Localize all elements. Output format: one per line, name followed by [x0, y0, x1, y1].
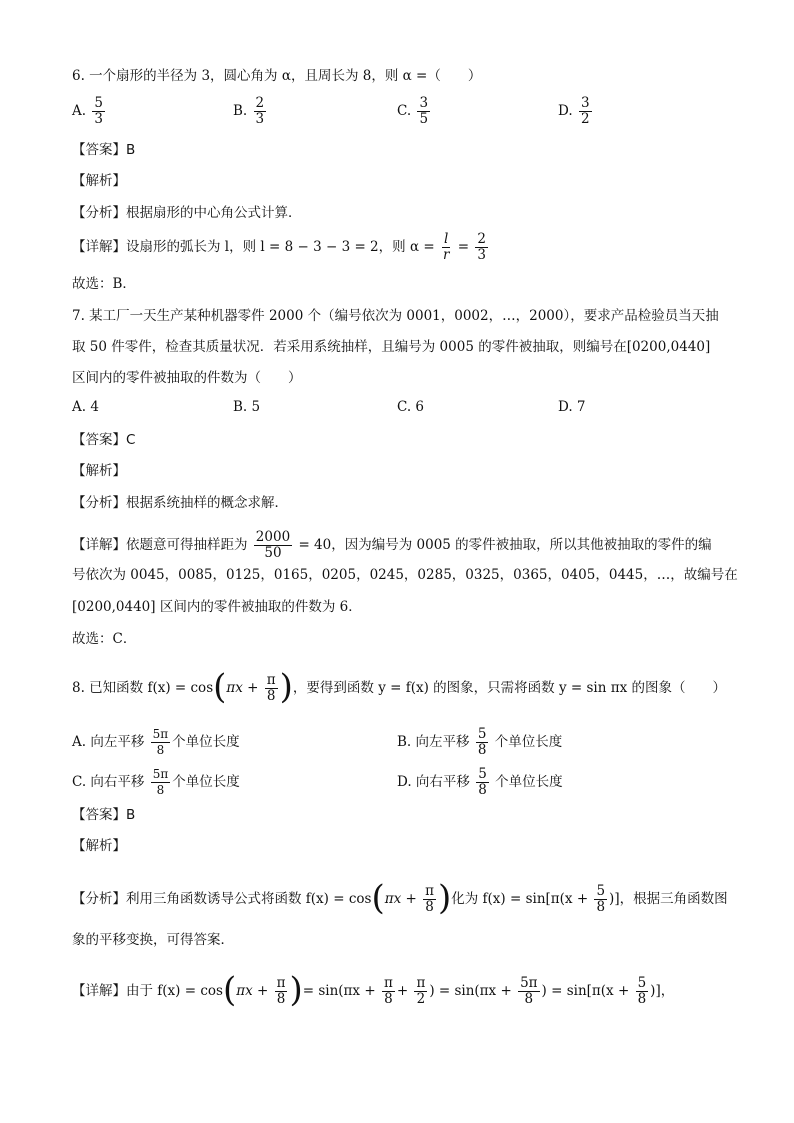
numerator: 5π — [152, 727, 169, 741]
numerator: 5 — [478, 766, 487, 782]
denominator: 8 — [478, 782, 487, 798]
fraction — [594, 884, 607, 915]
denominator: 3 — [255, 111, 265, 127]
q6-jiexi: 【解析】 — [72, 173, 126, 189]
text: ，要得到函数 y = f(x) 的图象，只需将函数 y = sin πx 的图象（ ） — [292, 680, 726, 696]
text: 个单位长度 — [172, 734, 240, 750]
fraction — [475, 232, 488, 263]
q7-stem-line3: 区间内的零件被抽取的件数为（ ） — [72, 370, 302, 386]
numerator: 5 — [477, 726, 487, 742]
text: D. 向右平移 — [397, 774, 470, 790]
denominator: 3 — [94, 111, 103, 127]
q7-stem-line1: 7. 某工厂一天生产某种机器零件 2000 个（编号依次为 0001，0002，…，2000），要求产品检验员当天抽 — [72, 308, 719, 324]
q7-xiangjie-line2: 号依次为 0045，0085，0125，0165，0205，0245，0285，0325，0365，0405，0445，…，故编号在 — [72, 567, 738, 583]
numerator: 2 — [477, 231, 486, 247]
denominator: 8 — [266, 688, 276, 704]
denominator: 8 — [637, 991, 647, 1007]
fraction — [265, 673, 278, 704]
q6-option-a — [72, 96, 107, 127]
text: 8. 已知函数 f(x) = cos — [72, 680, 214, 696]
left-paren: ( — [222, 969, 237, 1010]
q8-xiangjie — [72, 969, 675, 1010]
denominator: r — [442, 247, 450, 263]
text: 个单位长度 — [494, 734, 563, 750]
fraction — [518, 976, 539, 1007]
q7-jiexi: 【解析】 — [72, 463, 126, 479]
denominator: 8 — [276, 991, 286, 1007]
numerator: 5 — [637, 975, 647, 991]
text: 【详解】设扇形的弧长为 l，则 l = 8 − 3 − 3 = 2，则 α = — [72, 239, 435, 255]
text: 【分析】利用三角函数诱导公式将函数 f(x) = cos — [72, 891, 372, 907]
q7-fenxi: 【分析】根据系统抽样的概念求解． — [72, 495, 288, 511]
text: )]， — [650, 983, 675, 999]
text: C. 向右平移 — [72, 774, 145, 790]
denominator: 8 — [477, 742, 487, 758]
fraction — [441, 232, 451, 263]
fraction — [254, 96, 267, 127]
q7-guxuan: 故选：C． — [72, 631, 137, 647]
q8-stem — [72, 666, 726, 707]
q6-xiangjie — [72, 232, 490, 263]
q8-option-d — [397, 767, 563, 798]
q7-stem-line2: 取 50 件零件，检查其质量状况．若采用系统抽样，且编号为 0005 的零件被抽取，则编号在[0200,0440] — [72, 339, 711, 355]
left-paren: ( — [213, 666, 227, 707]
denominator: 8 — [156, 783, 165, 797]
fraction — [382, 976, 395, 1007]
text: πx + — [236, 983, 269, 999]
text: 【详解】依题意可得抽样距为 — [72, 537, 248, 553]
fraction — [414, 976, 427, 1007]
denominator: 8 — [384, 991, 393, 1007]
q6-option-d — [558, 96, 594, 127]
option-label: B. — [233, 103, 248, 119]
text: = 40，因为编号为 0005 的零件被抽取，所以其他被抽取的零件的编 — [298, 537, 712, 553]
denominator: 8 — [425, 899, 434, 915]
text: A. 向左平移 — [72, 734, 145, 750]
text: 化为 f(x) = sin[π(x + — [451, 891, 589, 907]
fraction — [636, 976, 649, 1007]
denominator: 50 — [264, 545, 282, 561]
denominator: 3 — [477, 247, 486, 263]
option-label: C. — [397, 103, 412, 119]
fraction — [476, 767, 489, 798]
text: 个单位长度 — [495, 774, 563, 790]
numerator: 5 — [94, 95, 103, 111]
q6-answer: 【答案】B — [72, 142, 136, 158]
q7-xiangjie-line3: [0200,0440] 区间内的零件被抽取的件数为 6． — [72, 599, 362, 615]
numerator: π — [416, 975, 426, 991]
numerator: π — [383, 975, 393, 991]
fraction — [254, 530, 292, 561]
fraction — [417, 96, 430, 127]
q7-answer: 【答案】C — [72, 432, 136, 448]
text: 个单位长度 — [172, 774, 240, 790]
q7-option-b: B. 5 — [233, 399, 261, 415]
denominator: 8 — [156, 743, 165, 757]
q8-fenxi — [72, 877, 728, 918]
q8-fenxi-line2: 象的平移变换，可得答案． — [72, 932, 234, 948]
fraction — [92, 96, 105, 127]
text: + — [396, 983, 409, 999]
q7-option-a: A. 4 — [72, 399, 99, 415]
text: )]，根据三角函数图 — [609, 891, 728, 907]
q8-option-a — [72, 727, 240, 758]
right-paren: ) — [279, 666, 293, 707]
numerator: π — [266, 672, 276, 688]
denominator: 2 — [580, 111, 590, 127]
numerator: 3 — [580, 95, 590, 111]
denominator: 5 — [419, 111, 429, 127]
q6-option-c — [397, 96, 432, 127]
numerator: 2000 — [255, 529, 291, 545]
option-label: D. — [558, 103, 573, 119]
fraction — [423, 884, 436, 915]
text: = — [457, 239, 470, 255]
numerator: l — [444, 231, 449, 247]
q7-option-d: D. 7 — [558, 399, 586, 415]
text: ) = sin[π(x + — [541, 983, 630, 999]
text: πx + — [384, 891, 417, 907]
fraction — [275, 976, 288, 1007]
q6-option-b — [233, 96, 268, 127]
text: B. 向左平移 — [397, 734, 470, 750]
denominator: 8 — [524, 991, 534, 1007]
numerator: π — [276, 975, 286, 991]
q8-jiexi: 【解析】 — [72, 838, 126, 854]
denominator: 8 — [596, 899, 606, 915]
numerator: 2 — [255, 95, 265, 111]
left-paren: ( — [371, 877, 385, 918]
fraction — [151, 727, 171, 758]
q7-option-c: C. 6 — [397, 399, 425, 415]
q6-stem: 6. 一个扇形的半径为 3，圆心角为 α，且周长为 8，则 α =（ ） — [72, 68, 482, 84]
right-paren: ) — [289, 969, 303, 1010]
text: = sin(πx + — [302, 983, 376, 999]
q6-guxuan: 故选：B． — [72, 276, 136, 292]
q6-fenxi: 【分析】根据扇形的中心角公式计算． — [72, 205, 302, 221]
q8-answer: 【答案】B — [72, 807, 136, 823]
text: 【详解】由于 f(x) = cos — [72, 983, 223, 999]
fraction — [151, 767, 171, 798]
text: ) = sin(πx + — [429, 983, 512, 999]
numerator: 5π — [520, 975, 538, 991]
text: πx + — [226, 680, 259, 696]
q8-option-c — [72, 767, 240, 798]
option-label: A. — [72, 103, 87, 119]
numerator: 5 — [596, 883, 606, 899]
numerator: 3 — [419, 95, 429, 111]
denominator: 2 — [416, 991, 426, 1007]
q7-xiangjie — [72, 530, 712, 561]
numerator: π — [425, 883, 434, 899]
q8-option-b — [397, 727, 562, 758]
numerator: 5π — [152, 767, 169, 781]
right-paren: ) — [437, 877, 452, 918]
fraction — [579, 96, 592, 127]
fraction — [476, 727, 489, 758]
